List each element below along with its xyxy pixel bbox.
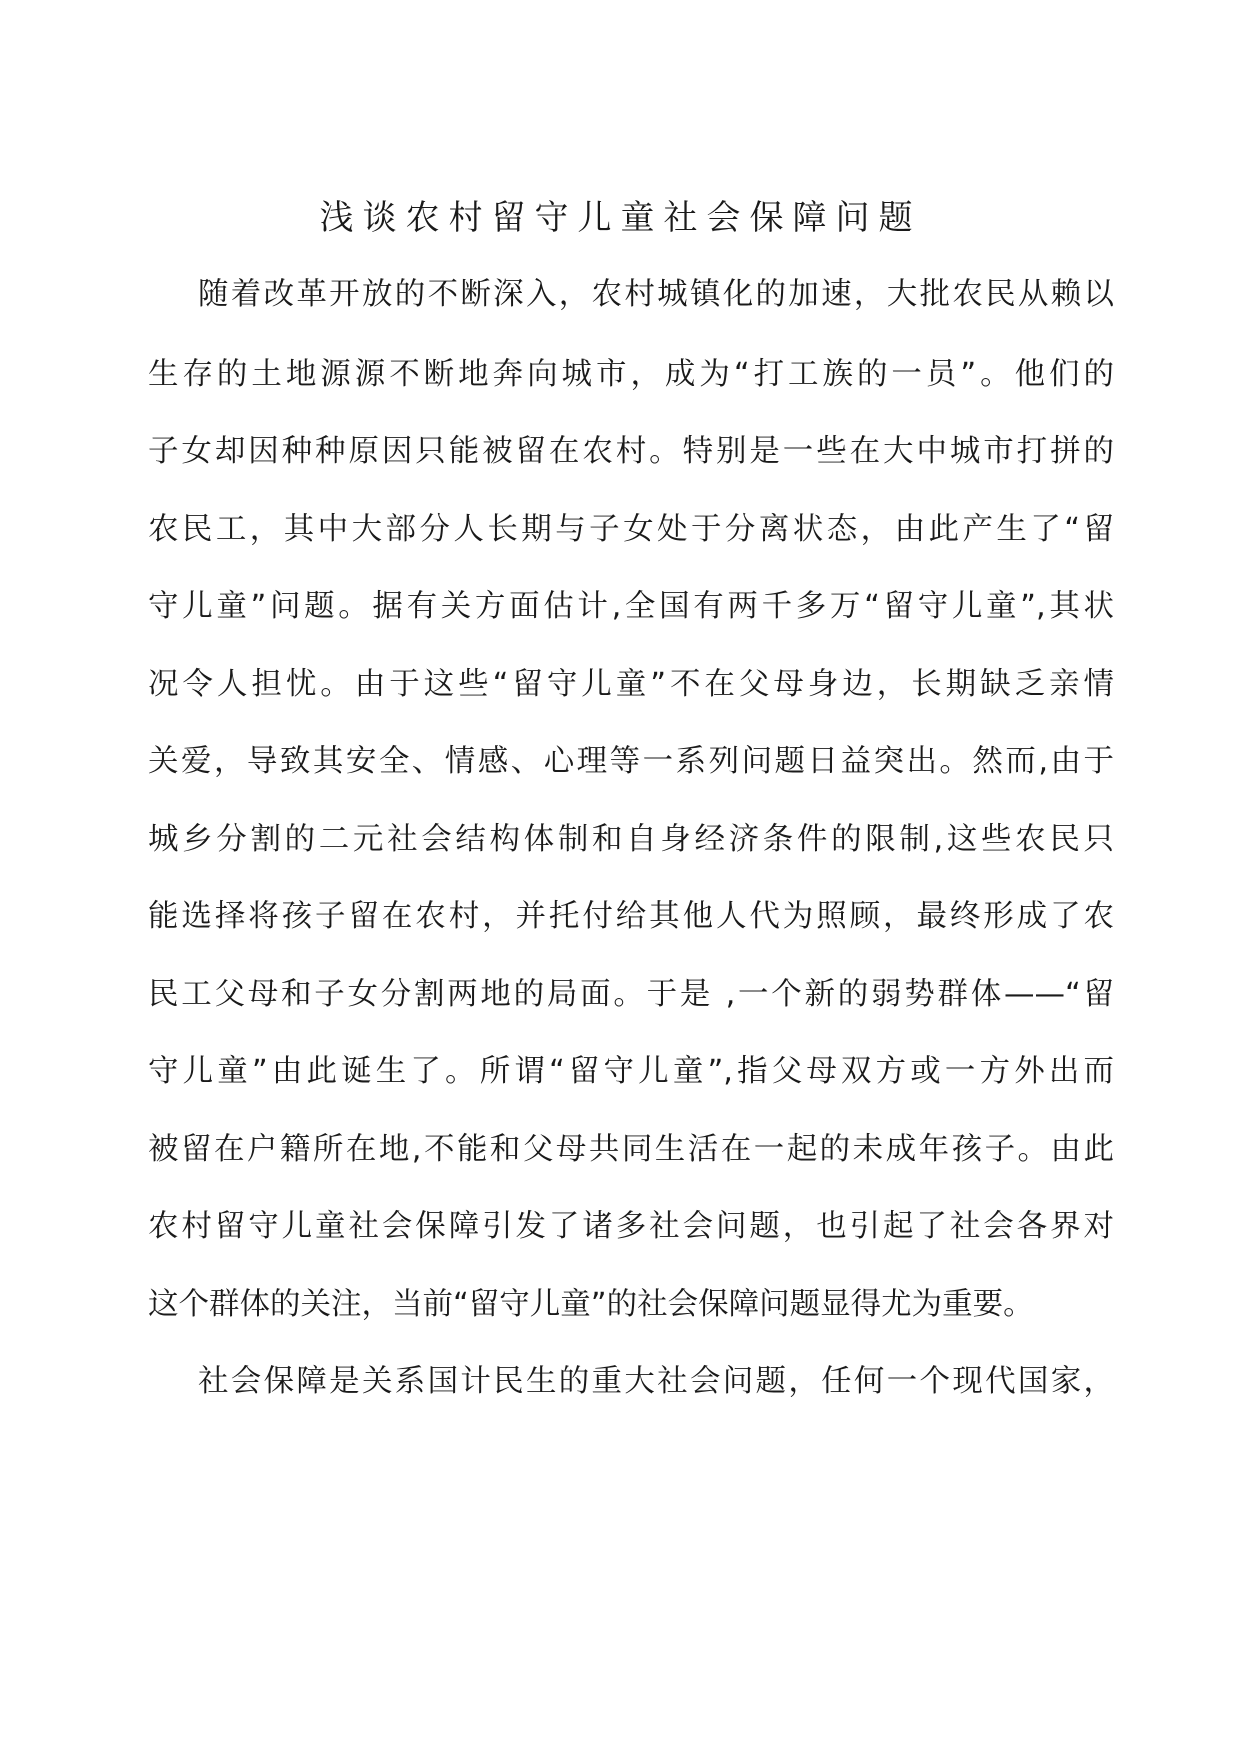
paragraph-1-line-10: 民工父母和子女分割两地的局面。于是 ,一个新的弱势群体——“留 [148,977,1114,1012]
paragraph-1-line-8: 城乡分割的二元社会结构体制和自身经济条件的限制,这些农民只 [148,822,1114,857]
paragraph-1-line-1: 随着改革开放的不断深入，农村城镇化的加速，大批农民从赖以 [198,277,1114,312]
paragraph-1-line-4: 农民工，其中大部分人长期与子女处于分离状态，由此产生了“留 [148,512,1114,547]
paragraph-1-line-5: 守儿童”问题。据有关方面估计,全国有两千多万“留守儿童”,其状 [148,589,1114,624]
document-title: 浅谈农村留守儿童社会保障问题 [319,198,922,238]
paragraph-1-line-13: 农村留守儿童社会保障引发了诸多社会问题，也引起了社会各界对 [148,1209,1114,1244]
paragraph-1-line-2: 生存的土地源源不断地奔向城市，成为“打工族的一员”。他们的 [148,357,1114,392]
paragraph-1-line-14: 这个群体的关注，当前“留守儿童”的社会保障问题显得尤为重要。 [148,1287,1034,1322]
paragraph-2-line-1: 社会保障是关系国计民生的重大社会问题，任何一个现代国家， [198,1364,1114,1399]
paragraph-1-line-9: 能选择将孩子留在农村，并托付给其他人代为照顾，最终形成了农 [148,899,1114,934]
paragraph-1-line-7: 关爱，导致其安全、情感、心理等一系列问题日益突出。然而,由于 [148,744,1114,779]
paragraph-1-line-6: 况令人担忧。由于这些“留守儿童”不在父母身边，长期缺乏亲情 [148,667,1114,702]
paragraph-1-line-12: 被留在户籍所在地,不能和父母共同生活在一起的未成年孩子。由此 [148,1132,1114,1167]
paragraph-1-line-3: 子女却因种种原因只能被留在农村。特别是一些在大中城市打拼的 [148,434,1114,469]
paragraph-1-line-11: 守儿童”由此诞生了。所谓“留守儿童”,指父母双方或一方外出而 [148,1054,1114,1089]
